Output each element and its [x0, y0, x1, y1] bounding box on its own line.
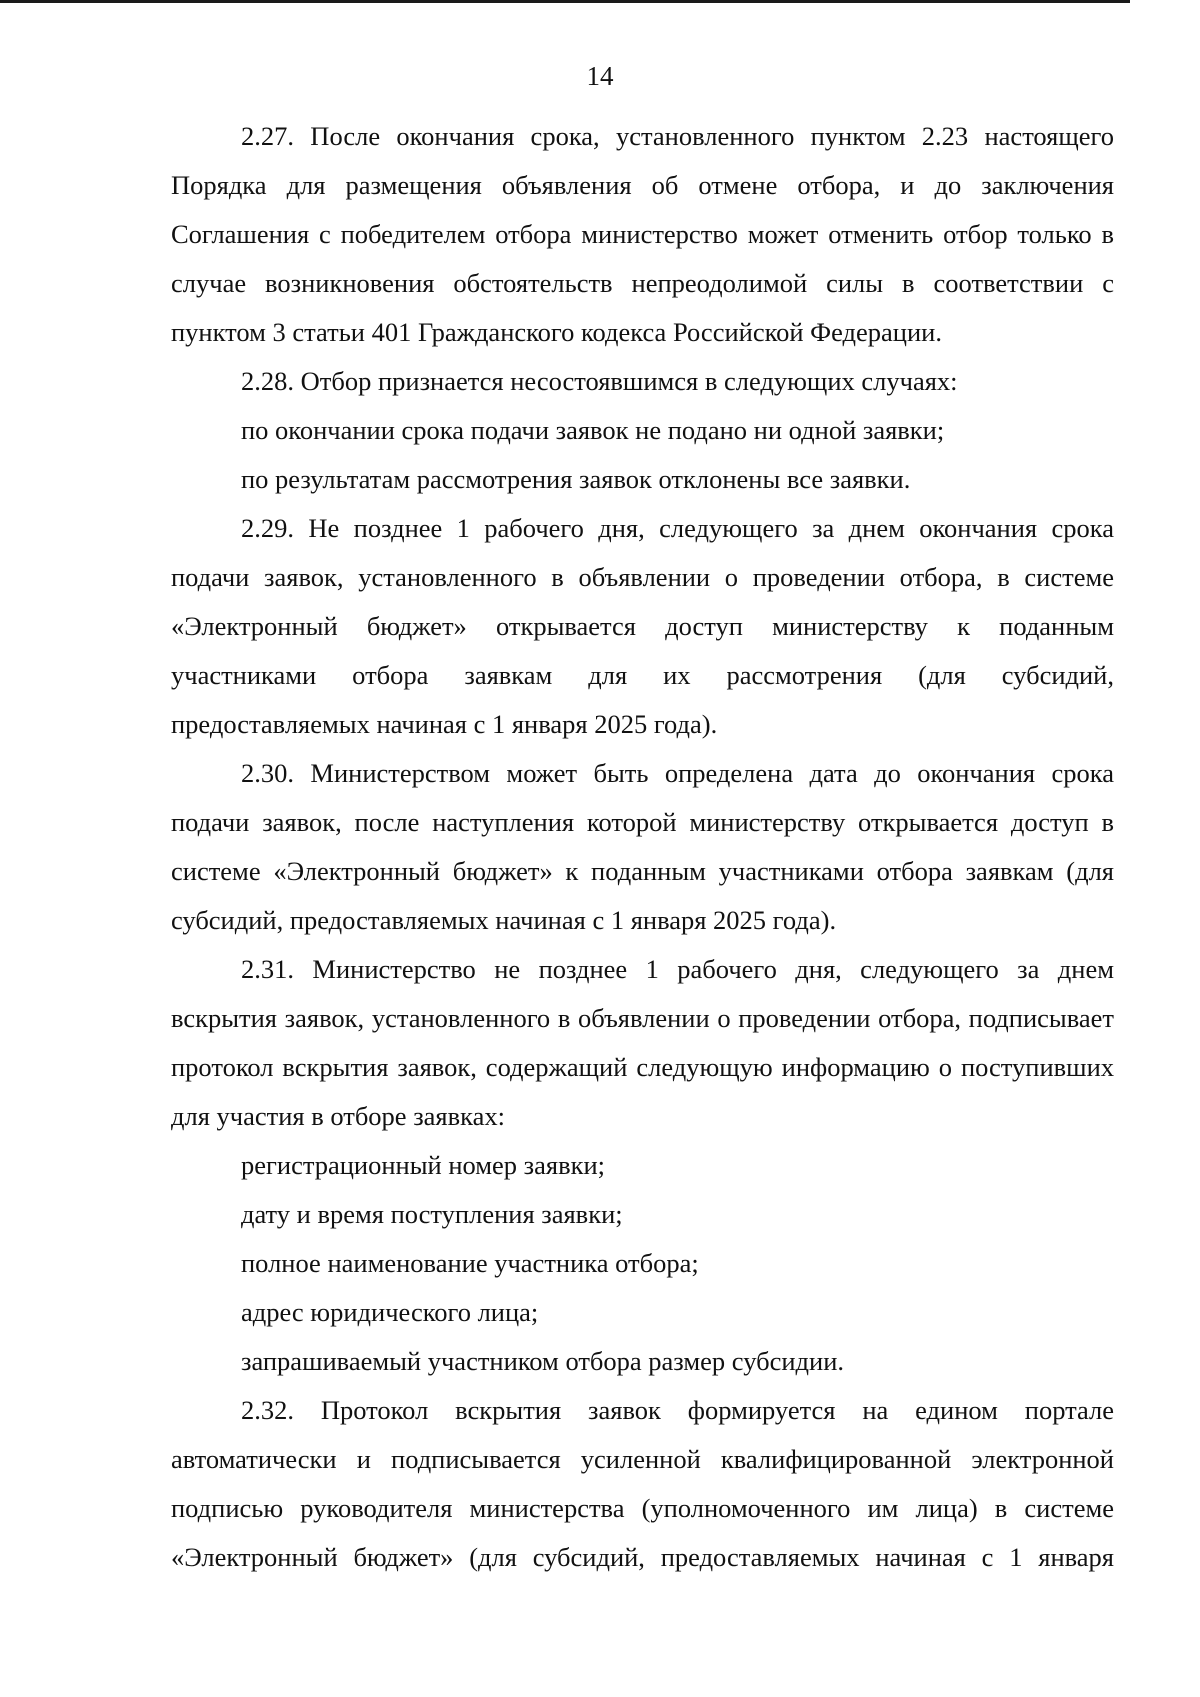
list-item: запрашиваемый участником отбора размер субсидии.	[241, 1346, 845, 1376]
list-item: регистрационный номер заявки;	[241, 1150, 606, 1180]
scan-top-edge	[0, 0, 1130, 3]
list-item: дату и время поступления заявки;	[241, 1199, 623, 1229]
paragraph-2-31: 2.31. Министерство не позднее 1 рабочего дня, следующего за днем вскрытия заявок, установленного в объявлении о проведении отбора, подписывает протокол вскрытия заявок, содержащий следующую информацию о поступивших для участия в отборе заявках:	[171, 954, 1114, 1131]
paragraph-2-28: 2.28. Отбор признается несостоявшимся в следующих случаях:	[241, 366, 958, 396]
list-item: по окончании срока подачи заявок не подано ни одной заявки;	[241, 415, 945, 445]
paragraph-2-29: 2.29. Не позднее 1 рабочего дня, следующего за днем окончания срока подачи заявок, установленного в объявлении о проведении отбора, в системе «Электронный бюджет» открывается доступ министерству к поданным участниками отбора заявкам для их рассмотрения (для субсидий, предоставляемых начиная с 1 января 2025 года).	[171, 513, 1114, 739]
paragraph-2-32: 2.32. Протокол вскрытия заявок формируется на едином портале автоматически и подписывается усиленной квалифицированной электронной подписью руководителя министерства (уполномоченного им лица) в системе «Электронный бюджет» (для субсидий, предоставляемых начиная с 1 января	[171, 1395, 1114, 1572]
paragraph-2-30: 2.30. Министерством может быть определена дата до окончания срока подачи заявок, после наступления которой министерству открывается доступ в системе «Электронный бюджет» к поданным участниками отбора заявкам (для субсидий, предоставляемых начиная с 1 января 2025 года).	[171, 758, 1114, 935]
paragraph-2-27: 2.27. После окончания срока, установленного пунктом 2.23 настоящего Порядка для размещения объявления об отмене отбора, и до заключения Соглашения с победителем отбора министерство может отменить отбор только в случае возникновения обстоятельств непреодолимой силы в соответствии с пунктом 3 статьи 401 Гражданского кодекса Российской Федерации.	[171, 121, 1114, 347]
page-number: 14	[586, 61, 614, 91]
list-item: адрес юридического лица;	[241, 1297, 539, 1327]
list-item: по результатам рассмотрения заявок отклонены все заявки.	[241, 464, 911, 494]
list-item: полное наименование участника отбора;	[241, 1248, 699, 1278]
document-body	[171, 112, 1114, 1582]
